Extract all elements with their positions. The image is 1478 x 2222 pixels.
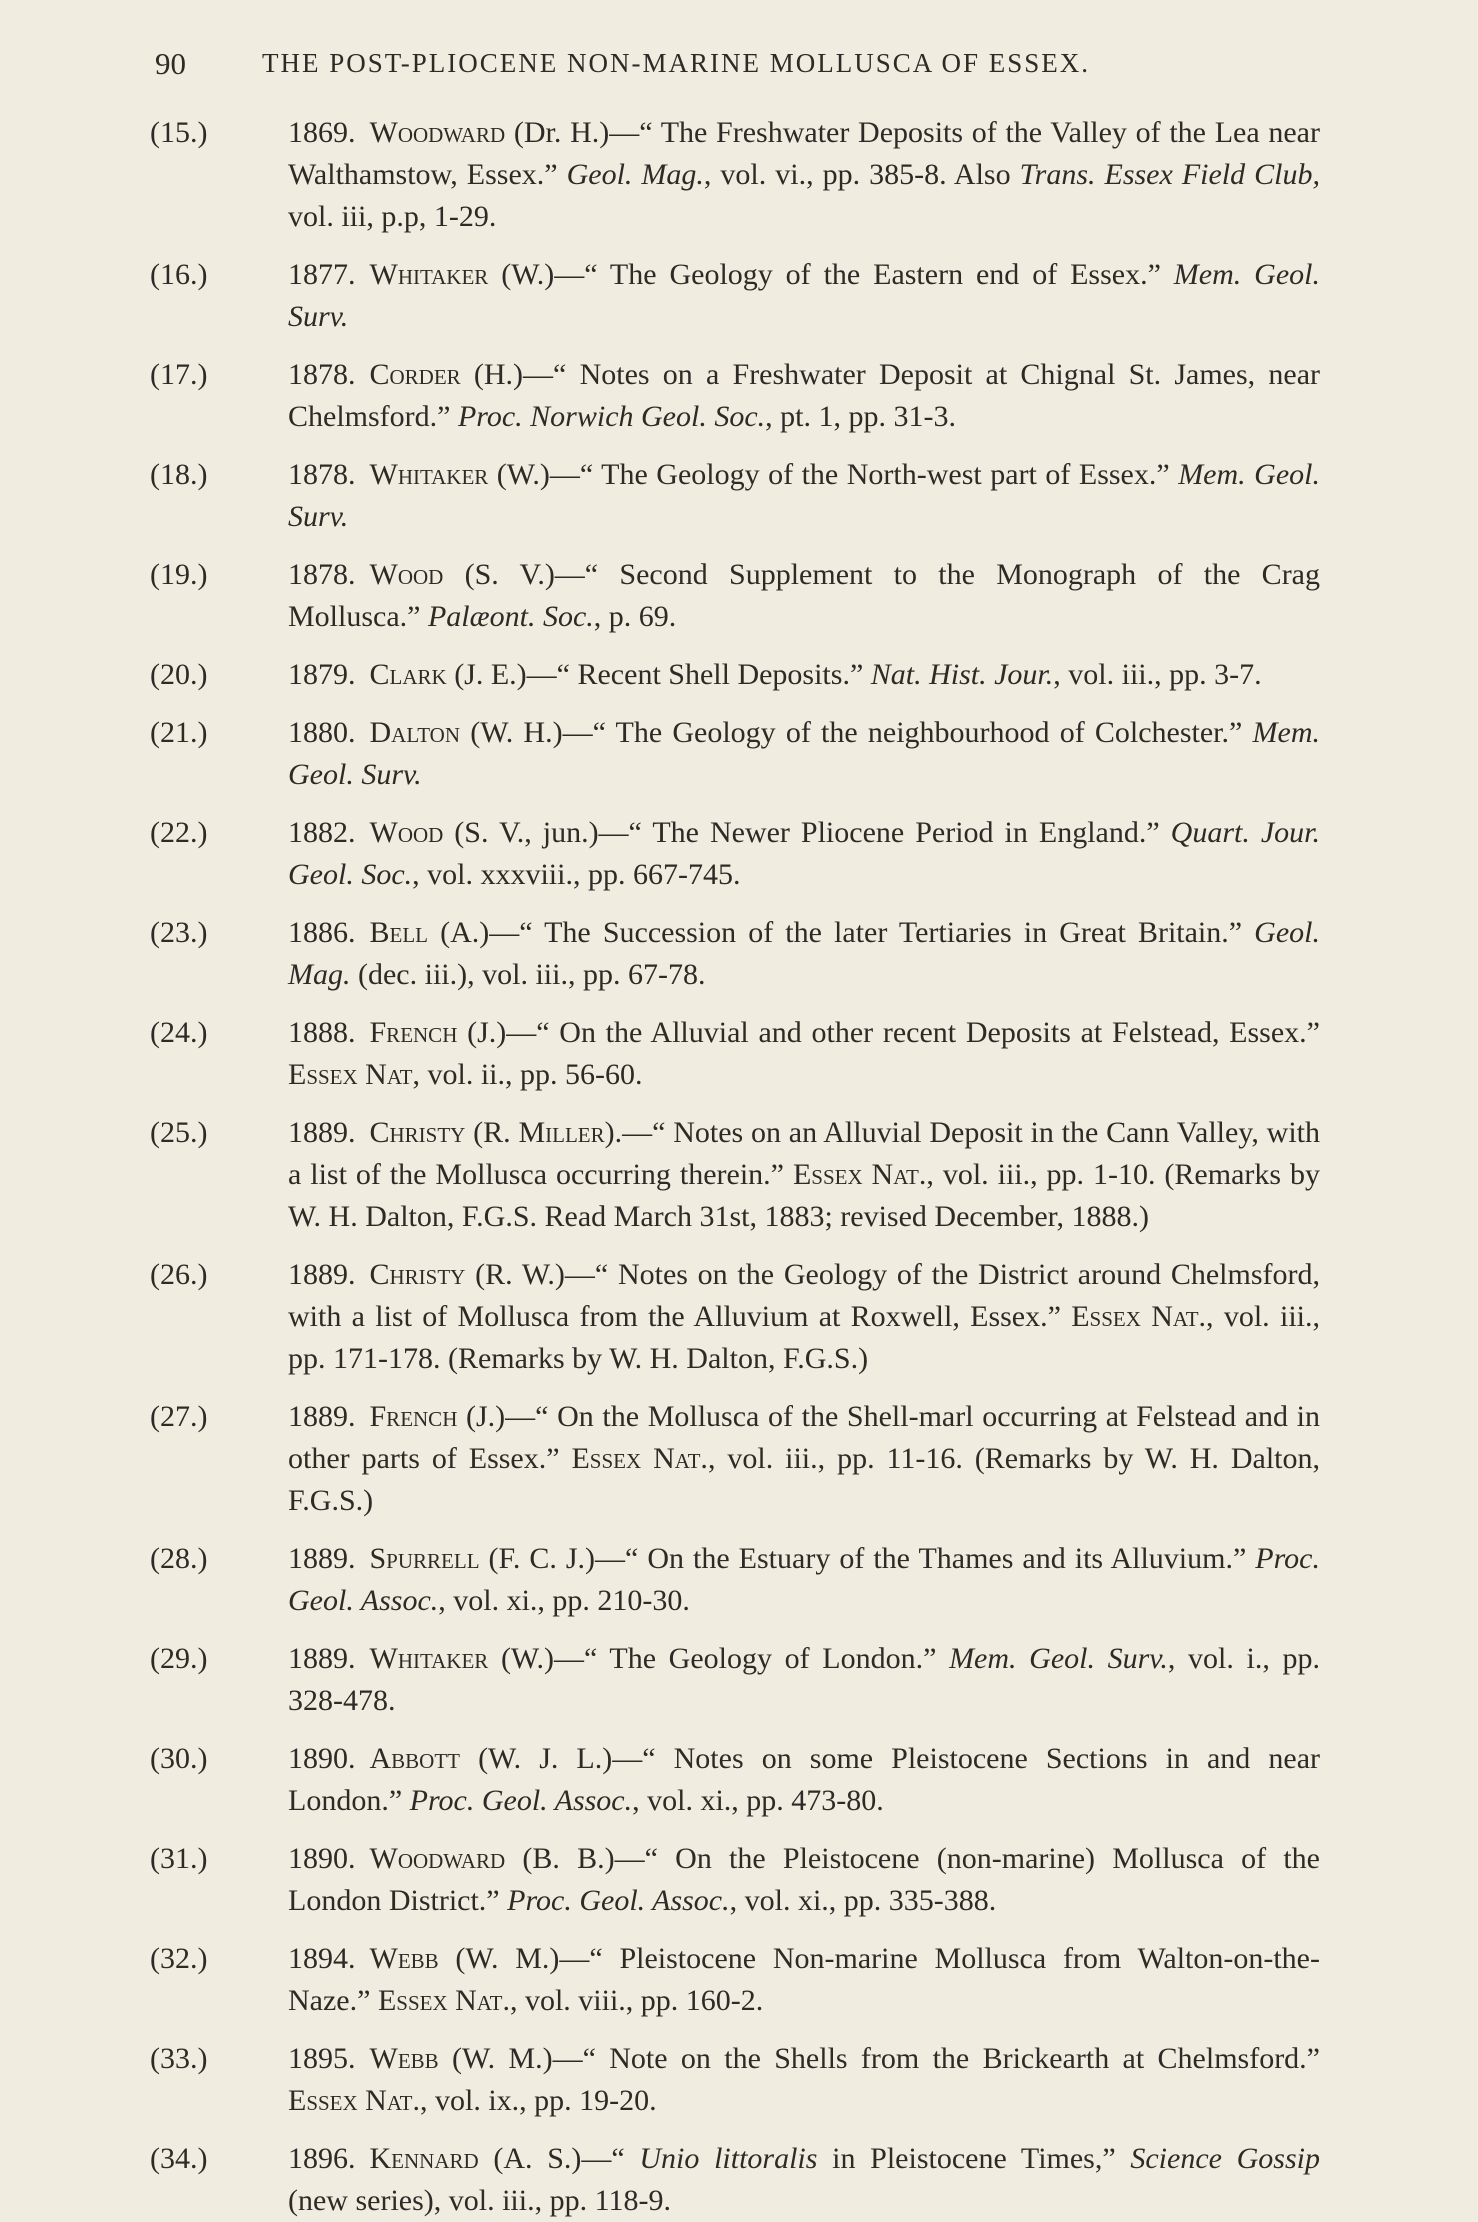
entry-text: , vol. i., pp. 328-478. [288, 1642, 1321, 1717]
bibliography-entry [150, 1738, 1320, 1822]
italic-text: Nat. Hist. Jour. [870, 658, 1054, 691]
entry-text: (B. B.)—“ On the Pleistocene (non-marine) Mollusca of the London District.” [288, 1842, 1320, 1917]
entry-text: , vol. xxxviii., pp. 667-745. [412, 858, 741, 891]
small-caps-text: Whitaker [369, 458, 489, 491]
entry-text: (W. M.)—“ Pleistocene Non-marine Mollusca from Walton-on-the-Naze.” [288, 1942, 1320, 2017]
entry-number: (19.) [150, 558, 208, 591]
bibliography-entry [150, 1254, 1320, 1380]
italic-text: Mem. Geol. Surv. [288, 258, 1320, 333]
entry-text: (R. [465, 1116, 519, 1149]
bibliography-entry [150, 2038, 1320, 2122]
entry-number: (27.) [150, 1400, 208, 1433]
small-caps-text: Essex Nat. [377, 1984, 510, 2017]
entry-body [288, 1638, 1320, 1722]
entry-year: 1877. [288, 258, 356, 291]
entry-number: (23.) [150, 916, 208, 949]
entry-year: 1894. [288, 1942, 356, 1975]
small-caps-text: Webb [369, 2042, 439, 2075]
page-title: THE POST-PLIOCENE NON-MARINE MOLLUSCA OF ESSEX. [262, 48, 1091, 78]
entry-body [288, 1538, 1320, 1622]
italic-text: Palæont. Soc. [427, 600, 594, 633]
bibliography-entry [150, 912, 1320, 996]
entry-text: , p. 69. [593, 600, 677, 633]
bibliography-entry [150, 1638, 1320, 1722]
entry-text: , vol. iii., pp. 171-178. (Remarks by W. H. Dalton, F.G.S.) [288, 1300, 1320, 1375]
entry-text: (S. V.)—“ Second Supplement to the Monograph of the Crag Mollusca.” [288, 558, 1320, 633]
small-caps-text: Miller [518, 1116, 605, 1149]
entry-number: (24.) [150, 1016, 208, 1049]
entry-text: ).—“ Notes on an Alluvial Deposit in the Cann Valley, with a list of the Mollusca occurring therein.” [288, 1116, 1320, 1191]
small-caps-text: Wood [369, 558, 444, 591]
entry-body [288, 654, 1320, 696]
entry-text: , vol. vi., pp. 385-8. Also [703, 158, 1020, 191]
entry-text: (W. M.)—“ Note on the Shells from the Brickearth at Chelmsford.” [438, 2042, 1320, 2075]
entry-body [288, 2138, 1320, 2222]
entry-year: 1889. [288, 1642, 356, 1675]
bibliography-entry [150, 812, 1320, 896]
entry-body [288, 112, 1320, 238]
entry-year: 1896. [288, 2142, 356, 2175]
entry-text: , pt. 1, pp. 31-3. [765, 400, 956, 433]
entry-text: (J.)—“ On the Mollusca of the Shell-marl occurring at Felstead and in other parts of Essex.” [288, 1400, 1320, 1475]
entry-year: 1889. [288, 1400, 356, 1433]
bibliography-entry [150, 1396, 1320, 1522]
italic-text: Mem. Geol. Surv. [949, 1642, 1168, 1675]
entry-text: (S. V., jun.)—“ The Newer Pliocene Period in England.” [443, 816, 1171, 849]
entry-text: (W.)—“ The Geology of the Eastern end of Essex.” [488, 258, 1174, 291]
italic-text: Geol. Mag. [288, 916, 1320, 991]
entry-year: 1879. [288, 658, 356, 691]
entry-number: (20.) [150, 658, 208, 691]
entry-year: 1880. [288, 716, 356, 749]
entry-number: (30.) [150, 1742, 208, 1775]
entry-body [288, 1938, 1320, 2022]
entry-text: , vol. ix., pp. 19-20. [420, 2084, 657, 2117]
entry-number: (15.) [150, 116, 208, 149]
entry-text: (W.)—“ The Geology of London.” [488, 1642, 950, 1675]
entry-text: (A. S.)—“ [478, 2142, 640, 2175]
entry-year: 1889. [288, 1542, 356, 1575]
italic-text: Trans. Essex Field Club, [1019, 158, 1320, 191]
bibliography-entry [150, 554, 1320, 638]
italic-text: Quart. Jour. Geol. Soc. [288, 816, 1321, 891]
entry-text: , vol. xi., pp. 335-388. [729, 1884, 997, 1917]
entry-year: 1878. [288, 558, 356, 591]
entry-body [288, 812, 1320, 896]
entry-text: (A.)—“ The Succession of the later Tertiaries in Great Britain.” [428, 916, 1255, 949]
entry-year: 1895. [288, 2042, 356, 2075]
bibliography-entry [150, 654, 1320, 696]
entry-text: , vol. viii., pp. 160-2. [509, 1984, 764, 2017]
entry-number: (33.) [150, 2042, 208, 2075]
entry-number: (31.) [150, 1842, 208, 1875]
entry-body [288, 254, 1320, 338]
italic-text: Proc. Norwich Geol. Soc. [457, 400, 766, 433]
entry-number: (16.) [150, 258, 208, 291]
entry-text: (F. C. J.)—“ On the Estuary of the Thames and its Alluvium.” [479, 1542, 1256, 1575]
small-caps-text: Essex Nat. [792, 1158, 927, 1191]
entry-number: (34.) [150, 2142, 208, 2175]
entry-text: , vol. iii., pp. 1-10. (Remarks by W. H. Dalton, F.G.S. Read March 31st, 1883; revised December, 1888.) [288, 1158, 1320, 1233]
entry-year: 1882. [288, 816, 356, 849]
small-caps-text: Whitaker [369, 258, 489, 291]
entry-text: , vol. ii., pp. 56-60. [412, 1058, 643, 1091]
italic-text: Proc. Geol. Assoc. [288, 1542, 1320, 1617]
entry-number: (28.) [150, 1542, 208, 1575]
entry-text: (Dr. H.)—“ The Freshwater Deposits of the Valley of the Lea near Walthamstow, Essex.” [288, 116, 1320, 191]
entry-body [288, 1838, 1320, 1922]
small-caps-text: Woodward [369, 1842, 506, 1875]
entry-year: 1878. [288, 358, 356, 391]
page-number: 90 [155, 46, 186, 81]
entry-year: 1890. [288, 1842, 356, 1875]
entry-year: 1890. [288, 1742, 356, 1775]
entry-body [288, 454, 1320, 538]
small-caps-text: Christy [369, 1116, 466, 1149]
entry-year: 1889. [288, 1258, 356, 1291]
entry-text: (dec. iii.), vol. iii., pp. 67-78. [350, 958, 706, 991]
entry-body [288, 2038, 1320, 2122]
bibliography-entry [150, 1938, 1320, 2022]
entry-text: vol. iii, p.p, 1-29. [288, 200, 497, 233]
entry-number: (32.) [150, 1942, 208, 1975]
small-caps-text: Bell [369, 916, 428, 949]
italic-text: Unio littoralis [639, 2142, 818, 2175]
entry-text: (J.)—“ On the Alluvial and other recent Deposits at Felstead, Essex.” [457, 1016, 1320, 1049]
bibliography-entry [150, 712, 1320, 796]
entry-year: 1886. [288, 916, 356, 949]
small-caps-text: Christy [369, 1258, 466, 1291]
entry-year: 1869. [288, 116, 356, 149]
entry-number: (21.) [150, 716, 208, 749]
small-caps-text: Kennard [369, 2142, 479, 2175]
bibliography-entry [150, 1112, 1320, 1238]
entry-number: (17.) [150, 358, 208, 391]
bibliography-entry [150, 254, 1320, 338]
entry-text: (W.)—“ The Geology of the North-west part of Essex.” [488, 458, 1179, 491]
entry-number: (29.) [150, 1642, 208, 1675]
bibliography-entry [150, 1012, 1320, 1096]
italic-text: Proc. Geol. Assoc. [409, 1784, 633, 1817]
entry-text: (J. E.)—“ Recent Shell Deposits.” [446, 658, 871, 691]
entry-text: in Pleistocene Times,” [817, 2142, 1131, 2175]
small-caps-text: Webb [369, 1942, 439, 1975]
entry-text: (W. H.)—“ The Geology of the neighbourhood of Colchester.” [460, 716, 1253, 749]
entry-text: (new series), vol. iii., pp. 118-9. [288, 2184, 671, 2217]
italic-text: Science Gossip [1130, 2142, 1320, 2175]
entry-text: , vol. xi., pp. 473-80. [632, 1784, 884, 1817]
entry-year: 1888. [288, 1016, 356, 1049]
small-caps-text: French [369, 1016, 458, 1049]
italic-text: Mem. Geol. Surv. [288, 716, 1320, 791]
italic-text: Mem. Geol. Surv. [288, 458, 1320, 533]
bibliography-entry [150, 354, 1320, 438]
entry-body [288, 554, 1320, 638]
entry-body [288, 354, 1320, 438]
entry-number: (26.) [150, 1258, 208, 1291]
entry-number: (22.) [150, 816, 208, 849]
entry-year: 1878. [288, 458, 356, 491]
small-caps-text: Abbott [369, 1742, 460, 1775]
bibliography-entry [150, 1538, 1320, 1622]
small-caps-text: Corder [369, 358, 461, 391]
small-caps-text: Clark [369, 658, 447, 691]
small-caps-text: Spurrell [369, 1542, 480, 1575]
small-caps-text: Essex Nat. [288, 2084, 421, 2117]
entry-number: (18.) [150, 458, 208, 491]
bibliography-entry [150, 1838, 1320, 1922]
entry-year: 1889. [288, 1116, 356, 1149]
entry-text: (W. J. L.)—“ Notes on some Pleistocene Sections in and near London.” [288, 1742, 1320, 1817]
entry-body [288, 1738, 1320, 1822]
entry-body [288, 1012, 1320, 1096]
entry-text: , vol. iii., pp. 11-16. (Remarks by W. H. Dalton, F.G.S.) [288, 1442, 1320, 1517]
bibliography-entry [150, 454, 1320, 538]
italic-text: Proc. Geol. Assoc. [507, 1884, 730, 1917]
small-caps-text: Woodward [369, 116, 506, 149]
bibliography-list [150, 112, 1320, 2222]
entry-body [288, 912, 1320, 996]
entry-number: (25.) [150, 1116, 208, 1149]
small-caps-text: French [369, 1400, 458, 1433]
entry-body [288, 1396, 1320, 1522]
entry-text: , vol. xi., pp. 210-30. [438, 1584, 690, 1617]
small-caps-text: Whitaker [369, 1642, 489, 1675]
small-caps-text: Wood [369, 816, 444, 849]
entry-text: (R. W.)—“ Notes on the Geology of the District around Chelmsford, with a list of Mollusca from the Alluvium at Roxwell, Essex.” [288, 1258, 1320, 1333]
entry-body [288, 712, 1320, 796]
small-caps-text: Essex Nat. [1071, 1300, 1207, 1333]
entry-text: (H.)—“ Notes on a Freshwater Deposit at Chignal St. James, near Chelmsford.” [288, 358, 1320, 433]
small-caps-text: Essex Nat [288, 1058, 413, 1091]
small-caps-text: Dalton [369, 716, 461, 749]
bibliography-entry [150, 2138, 1320, 2222]
small-caps-text: Essex Nat. [571, 1442, 708, 1475]
italic-text: Geol. Mag. [566, 158, 704, 191]
entry-text: , vol. iii., pp. 3-7. [1053, 658, 1262, 691]
entry-body [288, 1254, 1320, 1380]
entry-body [288, 1112, 1320, 1238]
bibliography-entry [150, 112, 1320, 238]
